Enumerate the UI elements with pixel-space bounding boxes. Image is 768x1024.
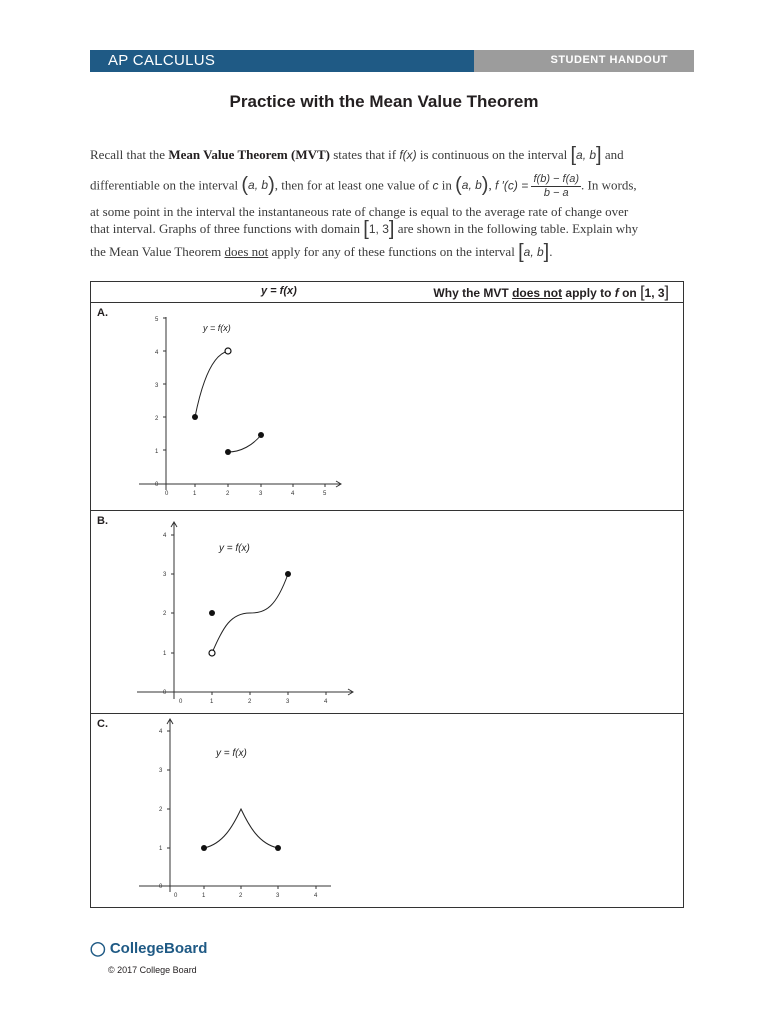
row-label-c: C. <box>97 718 108 730</box>
graph-c-label: y = f(x) <box>216 748 247 759</box>
page-title: Practice with the Mean Value Theorem <box>229 92 539 111</box>
table-header <box>91 282 683 303</box>
graph-c <box>131 716 351 904</box>
c-xtick-2: 2 <box>239 893 243 899</box>
a-ytick-5: 5 <box>155 317 159 323</box>
a-ytick-0: 0 <box>155 482 159 488</box>
graph-a <box>131 307 351 497</box>
copyright: © 2017 College Board <box>108 965 197 975</box>
c-ytick-0: 0 <box>159 884 163 890</box>
b-xtick-2: 2 <box>248 699 252 705</box>
mvt-table <box>90 281 684 908</box>
a-point-closed-3 <box>258 432 264 438</box>
graph-b <box>131 517 361 707</box>
a-xtick-5: 5 <box>323 491 327 497</box>
intro-line-3: at some point in the interval the instantaneous rate of change is equal to the average rate of change over <box>90 204 629 219</box>
row-label-b: B. <box>97 515 108 527</box>
b-point-open <box>209 650 215 656</box>
c-xtick-0: 0 <box>174 893 178 899</box>
b-ytick-2: 2 <box>163 611 167 617</box>
c-point-closed-1 <box>201 845 207 851</box>
a-xtick-1: 1 <box>193 491 197 497</box>
a-point-closed-1 <box>192 414 198 420</box>
b-ytick-3: 3 <box>163 572 167 578</box>
banner-course-block <box>90 50 474 72</box>
c-ytick-2: 2 <box>159 807 163 813</box>
c-xtick-1: 1 <box>202 893 206 899</box>
b-xtick-1: 1 <box>210 699 214 705</box>
table-row-c <box>91 714 683 907</box>
table-row-b <box>91 511 683 714</box>
a-xtick-4: 4 <box>291 491 295 497</box>
intro-line-4: that interval. Graphs of three functions with domain [1, 3] are shown in the following table. Explain why <box>90 218 639 240</box>
a-ytick-1: 1 <box>155 449 159 455</box>
graph-a-label: y = f(x) <box>203 323 231 333</box>
intro-line-1: Recall that the Mean Value Theorem (MVT) states that if f(x) is continuous on the interval [a, b] and <box>90 144 624 166</box>
c-ytick-4: 4 <box>159 729 163 735</box>
c-ytick-3: 3 <box>159 768 163 774</box>
c-xtick-3: 3 <box>276 893 280 899</box>
a-ytick-2: 2 <box>155 416 159 422</box>
intro-line-2: differentiable on the interval (a, b), then for at least one value of c in (a, b), f ′(c) = $\frac{f(b) - f(a)}{b - a}$ . In words, <box>90 173 637 199</box>
b-ytick-0: 0 <box>163 690 167 696</box>
a-xtick-2: 2 <box>226 491 230 497</box>
c-xtick-4: 4 <box>314 893 318 899</box>
c-point-closed-2 <box>275 845 281 851</box>
c-ytick-1: 1 <box>159 846 163 852</box>
b-point-closed-1 <box>209 610 215 616</box>
a-xtick-0: 0 <box>165 491 169 497</box>
header-banner <box>90 50 694 72</box>
row-label-a: A. <box>97 307 108 319</box>
a-point-open <box>225 348 231 354</box>
b-xtick-4: 4 <box>324 699 328 705</box>
handout-label: STUDENT HANDOUT <box>550 54 668 66</box>
b-xtick-3: 3 <box>286 699 290 705</box>
mvt-fraction: $\frac{f(b) - f(a)}{b - a}$ <box>533 173 580 199</box>
a-ytick-4: 4 <box>155 350 159 356</box>
course-title: AP CALCULUS <box>108 52 216 69</box>
a-ytick-3: 3 <box>155 383 159 389</box>
header-graph-col: y = f(x) <box>261 285 297 297</box>
banner-handout-block <box>474 50 694 72</box>
acorn-icon: ◯ <box>90 940 106 956</box>
header-reason-col: Why the MVT does not apply to f on [1, 3] <box>433 284 669 301</box>
intro-line-5: the Mean Value Theorem does not apply for any of these functions on the interval [a, b]. <box>90 241 553 263</box>
b-xtick-0: 0 <box>179 699 183 705</box>
graph-b-label: y = f(x) <box>219 543 250 554</box>
table-row-a <box>91 303 683 511</box>
collegeboard-logo <box>90 940 207 957</box>
b-ytick-1: 1 <box>163 651 167 657</box>
a-point-closed-2 <box>225 449 231 455</box>
b-point-closed-2 <box>285 571 291 577</box>
b-ytick-4: 4 <box>163 533 167 539</box>
a-xtick-3: 3 <box>259 491 263 497</box>
logo-text: CollegeBoard <box>109 940 208 957</box>
